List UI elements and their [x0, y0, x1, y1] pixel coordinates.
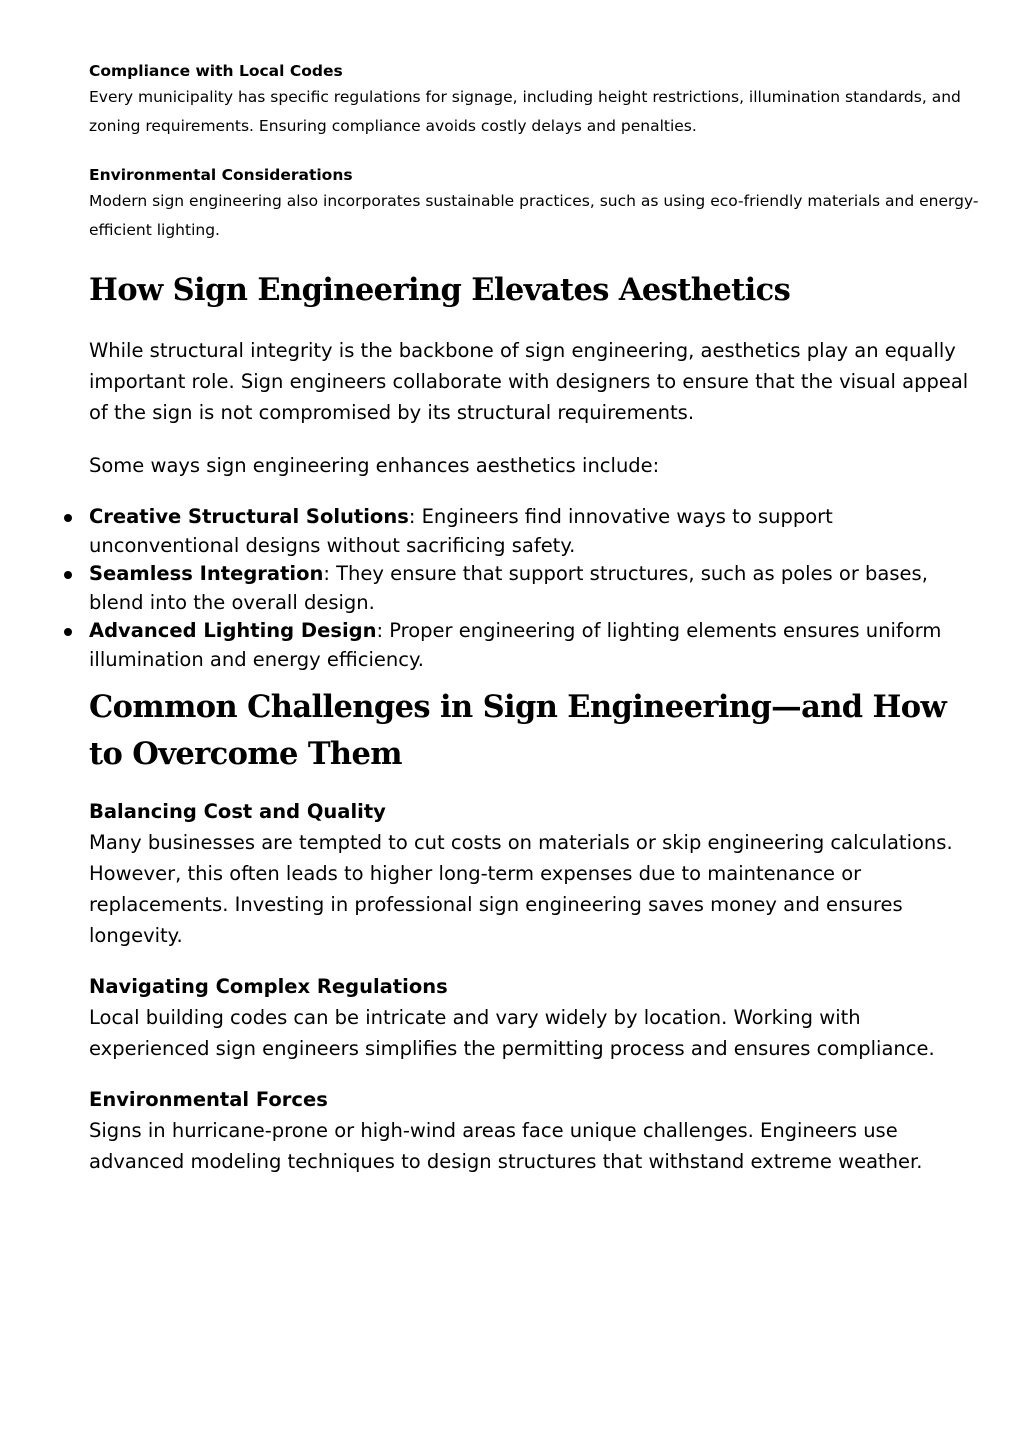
- aesthetics-heading: How Sign Engineering Elevates Aesthetics: [89, 272, 791, 308]
- challenge-body: Local building codes can be intricate and vary widely by location. Working with experienced sign engineers simplifies the permitting process and ensures compliance.: [89, 1006, 935, 1060]
- list-item-text: : Engineers find innovative ways to support unconventional designs without sacrificing safety.: [89, 505, 833, 557]
- aesthetics-paragraph: While structural integrity is the backbone of sign engineering, aesthetics play an equally important role. Sign engineers collaborate with designers to ensure that the visual appeal of the sign is not compromised by its structural requirements.: [89, 339, 969, 424]
- challenge-body: Signs in hurricane-prone or high-wind areas face unique challenges. Engineers use advanced modeling techniques to design structures that withstand extreme weather.: [89, 1119, 923, 1173]
- section-heading: Environmental Considerations: [89, 166, 353, 184]
- challenge-regulations: [89, 971, 984, 1064]
- list-item-term: Advanced Lighting Design: [89, 619, 377, 642]
- aesthetics-list: [89, 503, 984, 674]
- list-item: [89, 617, 984, 674]
- bullet-icon: [64, 571, 72, 579]
- list-item-text: : Proper engineering of lighting elements ensures uniform illumination and energy efficiency.: [89, 619, 942, 671]
- section-heading: Compliance with Local Codes: [89, 62, 343, 80]
- challenge-heading: Balancing Cost and Quality: [89, 800, 386, 823]
- list-item: [89, 560, 984, 617]
- document-page: [89, 59, 984, 1197]
- list-item: [89, 503, 984, 560]
- section-body: Every municipality has specific regulations for signage, including height restrictions, illumination standards, and zoning requirements. Ensuring compliance avoids costly delays and penalties.: [89, 88, 961, 135]
- bullet-icon: [64, 628, 72, 636]
- challenges-heading: Common Challenges in Sign Engineering—and How to Overcome Them: [89, 689, 947, 772]
- section-compliance: [89, 59, 984, 141]
- section-environmental: [89, 163, 984, 245]
- bullet-icon: [64, 514, 72, 522]
- challenge-heading: Navigating Complex Regulations: [89, 975, 448, 998]
- challenge-body: Many businesses are tempted to cut costs on materials or skip engineering calculations. However, this often leads to higher long-term expenses due to maintenance or replacements. Investing in professional sign engineering saves money and ensures longevity.: [89, 831, 953, 947]
- list-item-term: Seamless Integration: [89, 562, 324, 585]
- challenge-cost-quality: [89, 796, 984, 951]
- list-item-text: : They ensure that support structures, such as poles or bases, blend into the overall design.: [89, 562, 928, 614]
- challenge-heading: Environmental Forces: [89, 1088, 328, 1111]
- challenge-environmental-forces: [89, 1084, 984, 1177]
- aesthetics-intro: Some ways sign engineering enhances aesthetics include:: [89, 454, 660, 477]
- list-item-term: Creative Structural Solutions: [89, 505, 409, 528]
- section-body: Modern sign engineering also incorporates sustainable practices, such as using eco-friendly materials and energy-efficient lighting.: [89, 192, 979, 239]
